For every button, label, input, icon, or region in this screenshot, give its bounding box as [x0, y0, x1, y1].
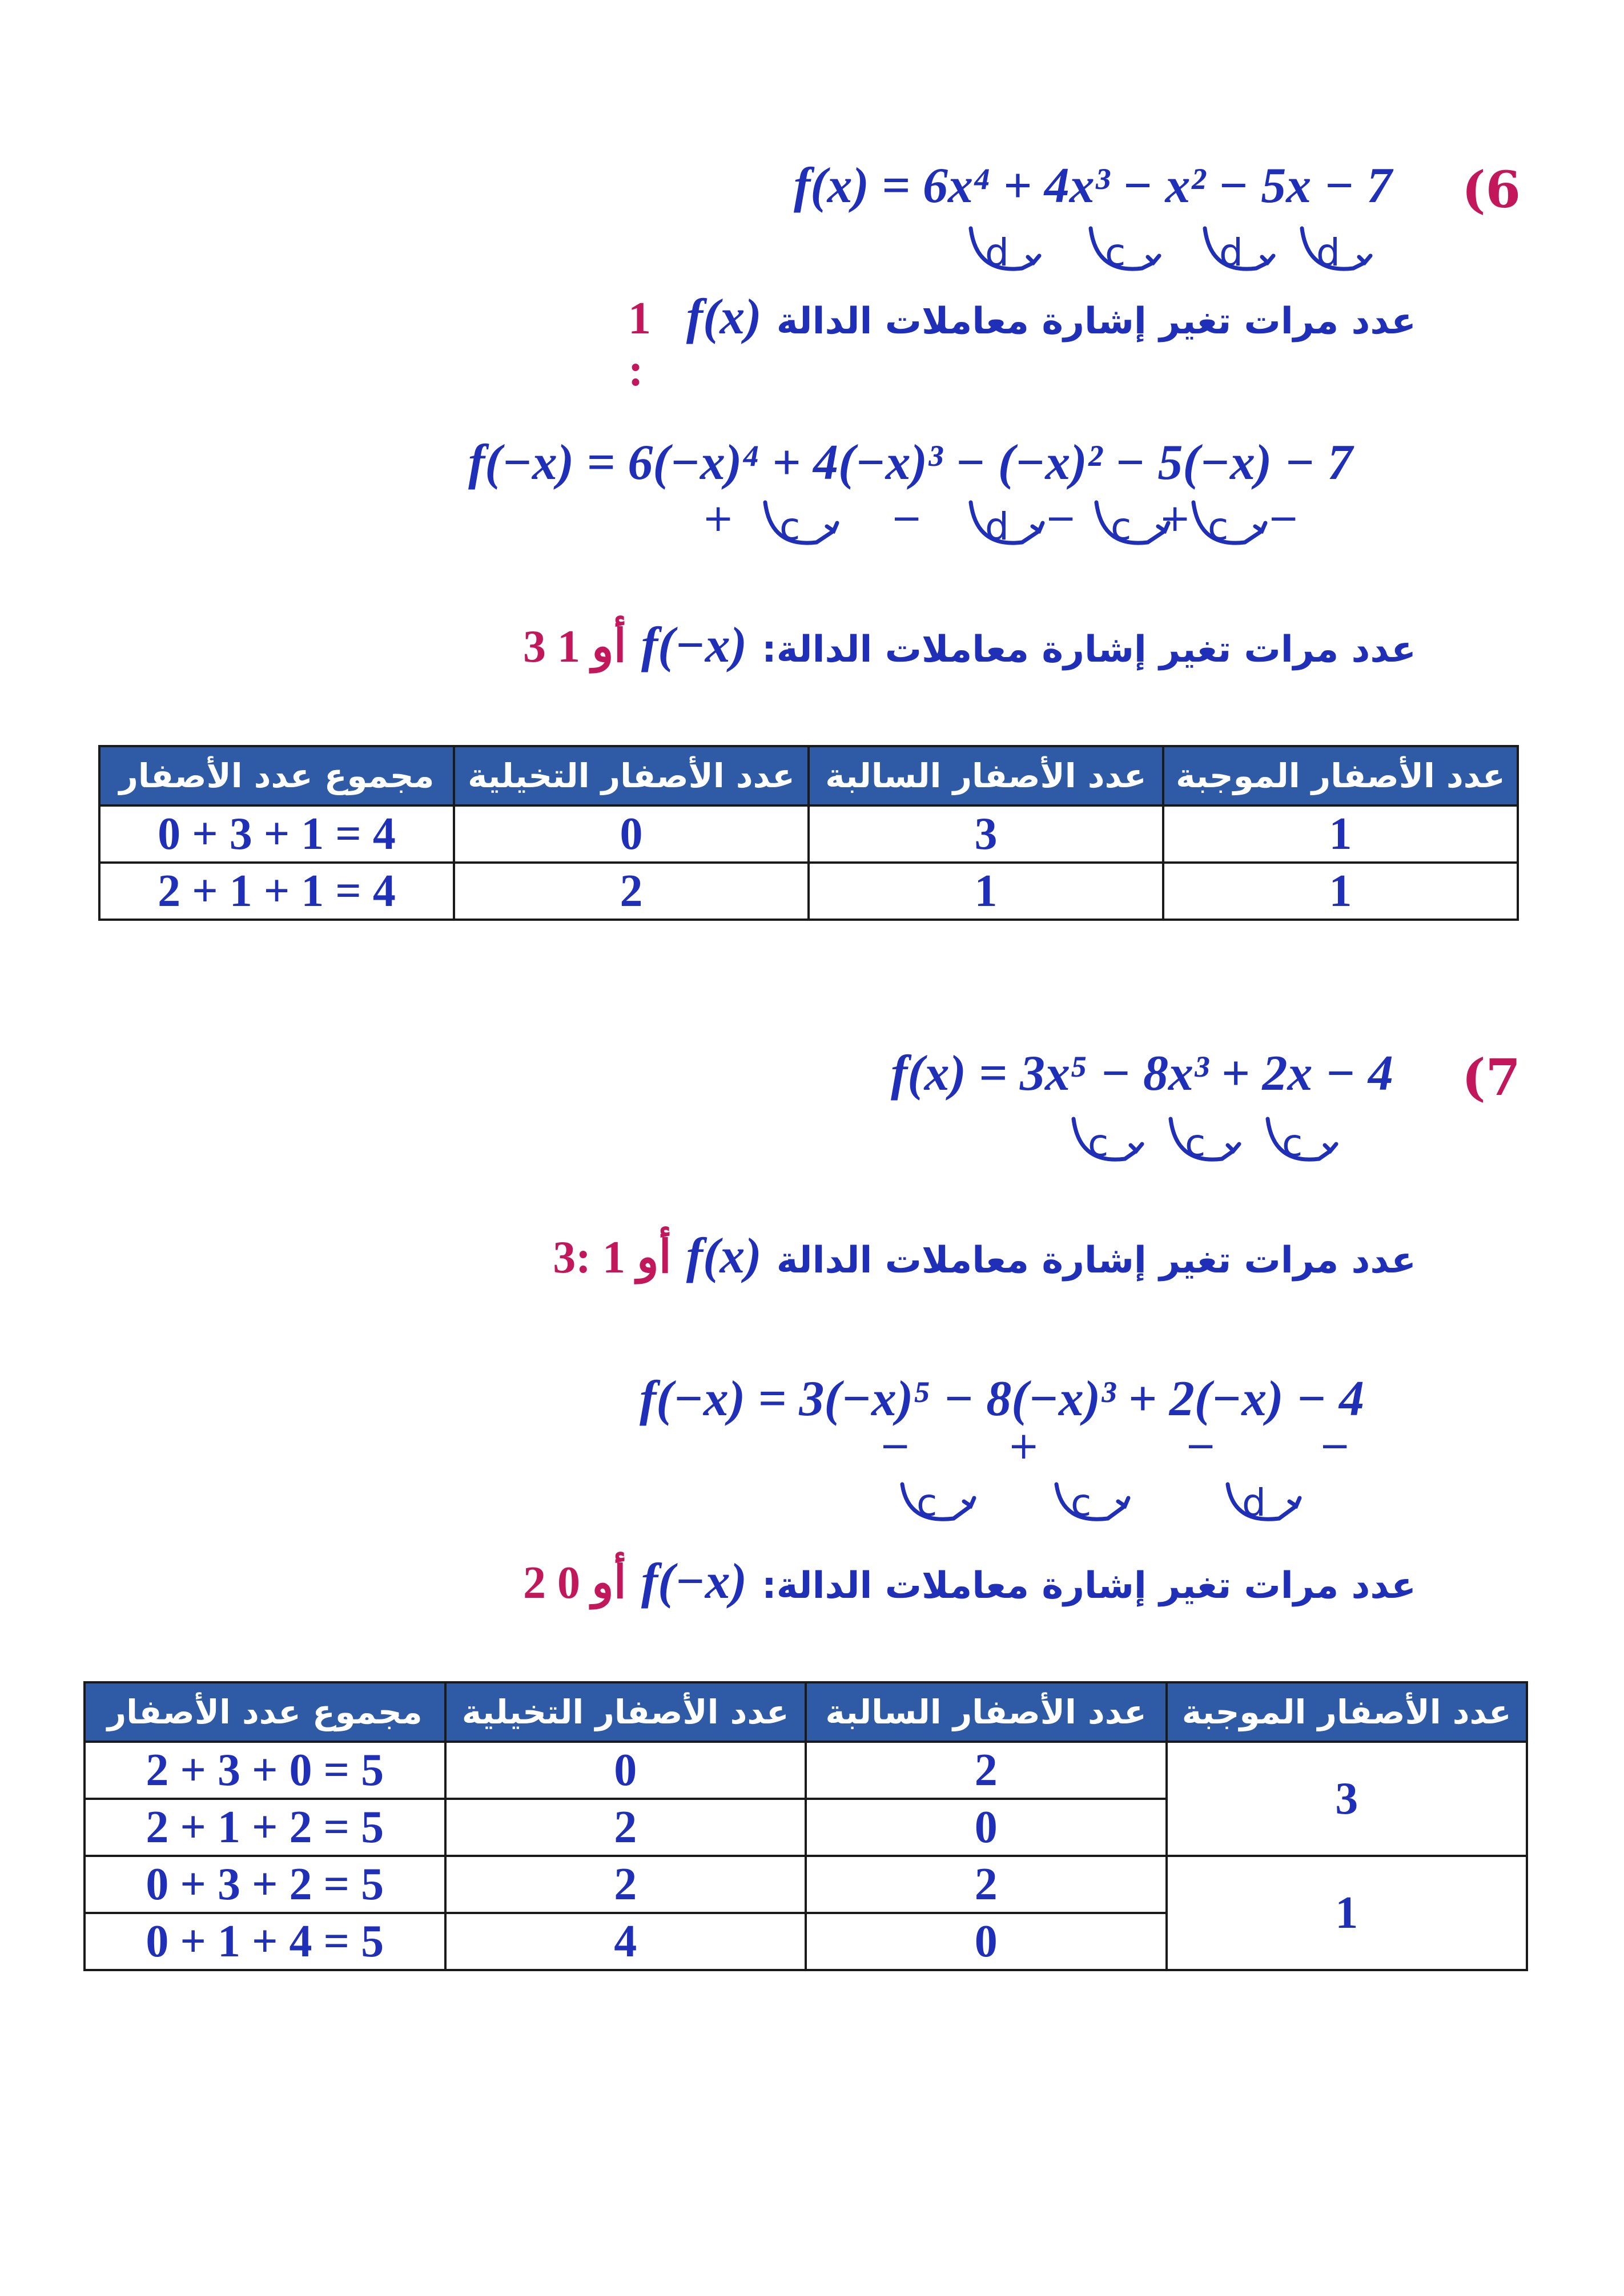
positive-zeros-cell: 1	[1163, 863, 1518, 920]
coefficient-sign: +	[702, 496, 734, 540]
equation-fx: f(x) = 3x⁵ − 8x³ + 2x − 4	[891, 1046, 1393, 1101]
positive-zeros-cell: 1	[1163, 805, 1518, 863]
sign-changes-value: 1 :	[628, 293, 651, 396]
table-row	[85, 1742, 1527, 1799]
negative-zeros-cell: 0	[806, 1799, 1167, 1856]
problem-number: (6	[1462, 160, 1521, 219]
imaginary-zeros-cell: 2	[454, 863, 809, 920]
imaginary-zeros-cell: 2	[445, 1799, 806, 1856]
sign-arrow	[1359, 256, 1370, 263]
sign-changes-value: 3 أو 1	[523, 622, 626, 672]
sign-mark: c	[1185, 1121, 1206, 1165]
coefficient-sign: −	[879, 1424, 911, 1468]
coefficient-sign: −	[1319, 1424, 1351, 1468]
sign-mark: c	[1105, 231, 1126, 275]
table-row	[99, 805, 1518, 863]
imaginary-zeros-cell: 4	[445, 1913, 806, 1970]
negative-zeros-cell: 1	[809, 863, 1163, 920]
sign-mark: c	[1282, 1121, 1303, 1165]
sign-mark: c	[1208, 505, 1229, 549]
zeros-table	[83, 1681, 1528, 1971]
sign-arrow	[1148, 256, 1159, 263]
sign-arrow	[1325, 1144, 1336, 1151]
negative-zeros-cell: 3	[809, 805, 1163, 863]
total-zeros-cell: 0 + 3 + 2 = 5	[85, 1856, 445, 1913]
coefficient-sign: −	[1268, 496, 1300, 540]
sign-mark: d	[1242, 1481, 1266, 1525]
neg-sign-change-marks	[868, 1424, 1382, 1538]
coefficient-sign: +	[1008, 1424, 1040, 1468]
header-total-zeros: مجموع عدد الأصفار	[85, 1682, 445, 1742]
header-imaginary-zeros: عدد الأصفار التخيلية	[445, 1682, 806, 1742]
table-row	[85, 1856, 1527, 1913]
function-label: f(−x)	[641, 618, 747, 673]
positive-zeros-cell: 3	[1167, 1742, 1527, 1856]
sign-mark: d	[985, 231, 1009, 275]
sign-changes-label: عدد مرات تغير إشارة معاملات الدالة	[776, 300, 1416, 343]
function-label: f(x)	[686, 289, 762, 345]
sign-changes-label: عدد مرات تغير إشارة معاملات الدالة:	[762, 629, 1416, 671]
function-label: f(−x)	[641, 1554, 747, 1609]
header-negative-zeros: عدد الأصفار السالبة	[806, 1682, 1167, 1742]
zeros-table	[98, 745, 1519, 921]
equation-fx: f(x) = 6x⁴ + 4x³ − x² − 5x − 7	[794, 158, 1392, 214]
coefficient-sign: −	[1185, 1424, 1217, 1468]
sign-mark: c	[916, 1481, 938, 1525]
imaginary-zeros-cell: 2	[445, 1856, 806, 1913]
sign-arrow	[1131, 1144, 1142, 1151]
sign-arrow	[1255, 523, 1265, 531]
sign-arrow	[1032, 523, 1043, 531]
sign-change-marks	[959, 223, 1416, 288]
table-row	[99, 863, 1518, 920]
sign-mark: d	[1316, 231, 1340, 275]
negative-zeros-cell: 0	[806, 1913, 1167, 1970]
problem-number: (7	[1462, 1048, 1521, 1107]
neg-sign-changes-line	[514, 1553, 1416, 1610]
sign-changes-line	[514, 1227, 1416, 1285]
equation-f-neg-x: f(−x) = 6(−x)⁴ + 4(−x)³ − (−x)² − 5(−x) − 7	[468, 435, 1353, 490]
sign-changes-label: عدد مرات تغير إشارة معاملات الدالة:	[762, 1565, 1416, 1607]
sign-changes-value: 3: أو 1	[553, 1232, 672, 1283]
sign-arrow	[1262, 256, 1273, 263]
coefficient-sign: −	[891, 496, 923, 540]
header-positive-zeros: عدد الأصفار الموجبة	[1167, 1682, 1527, 1742]
function-label: f(x)	[686, 1228, 762, 1284]
positive-zeros-cell: 1	[1167, 1856, 1527, 1970]
sign-mark: d	[1219, 231, 1243, 275]
sign-mark: c	[1071, 1481, 1092, 1525]
sign-mark: c	[1088, 1121, 1109, 1165]
sign-mark: c	[1111, 505, 1132, 549]
header-total-zeros: مجموع عدد الأصفار	[99, 746, 454, 805]
header-imaginary-zeros: عدد الأصفار التخيلية	[454, 746, 809, 805]
sign-arrow	[1289, 1498, 1300, 1506]
sign-arrow	[1028, 256, 1039, 263]
header-negative-zeros: عدد الأصفار السالبة	[809, 746, 1163, 805]
total-zeros-cell: 2 + 1 + 1 = 4	[99, 863, 454, 920]
sign-changes-value: 2 أو 0	[523, 1558, 626, 1608]
sign-arrow	[827, 523, 837, 531]
equation-f-neg-x: f(−x) = 3(−x)⁵ − 8(−x)³ + 2(−x) − 4	[640, 1371, 1364, 1427]
neg-sign-changes-line	[514, 617, 1416, 674]
sign-changes-line	[628, 288, 1416, 397]
sign-mark: d	[985, 505, 1009, 549]
total-zeros-cell: 0 + 3 + 1 = 4	[99, 805, 454, 863]
negative-zeros-cell: 2	[806, 1856, 1167, 1913]
coefficient-sign: −	[1045, 496, 1077, 540]
sign-changes-label: عدد مرات تغير إشارة معاملات الدالة	[776, 1239, 1416, 1282]
sign-change-marks	[1062, 1113, 1405, 1178]
imaginary-zeros-cell: 0	[445, 1742, 806, 1799]
header-positive-zeros: عدد الأصفار الموجبة	[1163, 746, 1518, 805]
neg-sign-change-marks	[702, 497, 1388, 562]
coefficient-sign: +	[1159, 496, 1191, 540]
total-zeros-cell: 2 + 3 + 0 = 5	[85, 1742, 445, 1799]
sign-arrow	[1118, 1498, 1128, 1506]
sign-mark: c	[779, 505, 801, 549]
sign-arrow	[1228, 1144, 1239, 1151]
imaginary-zeros-cell: 0	[454, 805, 809, 863]
negative-zeros-cell: 2	[806, 1742, 1167, 1799]
sign-arrow	[964, 1498, 974, 1506]
total-zeros-cell: 2 + 1 + 2 = 5	[85, 1799, 445, 1856]
total-zeros-cell: 0 + 1 + 4 = 5	[85, 1913, 445, 1970]
